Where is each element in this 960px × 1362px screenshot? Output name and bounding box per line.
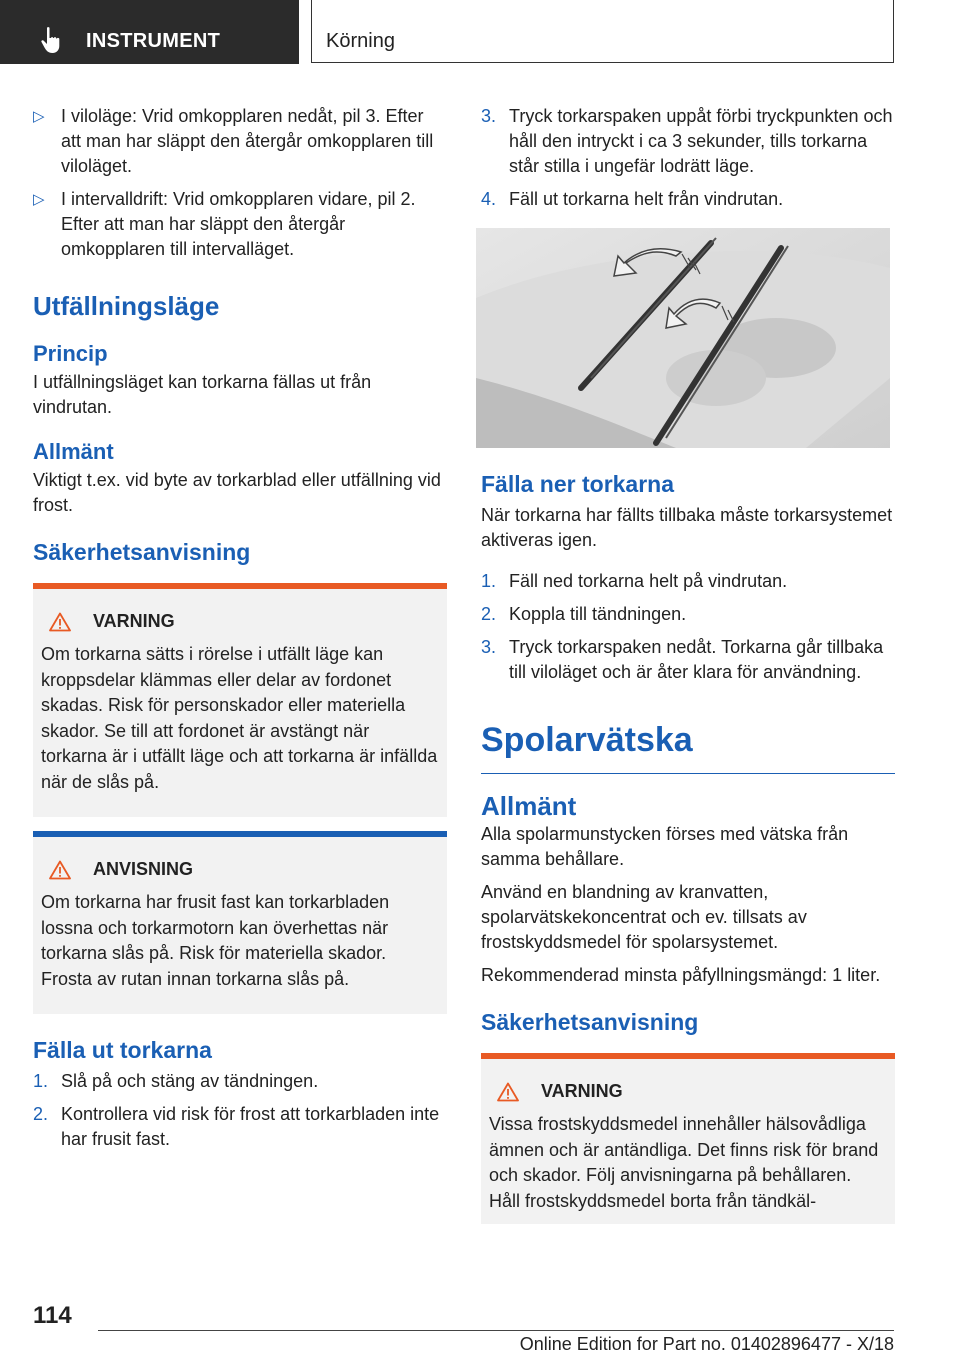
list-item: 3. Tryck torkarspaken nedåt. Torkarna går tillbaka till viloläget och är åter klara för användning.	[481, 637, 884, 682]
triangle-bullet-icon: ▷	[33, 108, 45, 125]
notice-title: ANVISNING	[93, 859, 194, 879]
section-tab[interactable]	[311, 0, 894, 63]
list-item: 2. Kontrollera vid risk för frost att torkarbladen inte har frusit fast.	[33, 1104, 440, 1149]
general-text: Viktigt t.ex. vid byte av torkarblad eller utfällning vid frost.	[33, 470, 441, 515]
bullet-list	[33, 104, 447, 262]
chapter-label: INSTRUMENT	[86, 30, 221, 52]
warning-box	[33, 583, 447, 817]
notice-text: Om torkarna har frusit fast kan torkarbladen lossna och torkarmotorn kan överhettas när torkarna slås på. Risk för materiella skador. Frosta av rutan innan torkarna slås på.	[41, 892, 390, 989]
steps-list	[481, 104, 895, 212]
section-label: Körning	[326, 30, 395, 52]
triangle-bullet-icon: ▷	[33, 191, 45, 208]
list-item: ▷ I intervalldrift: Vrid omkopplaren vidare, pil 2. Efter att man har släppt den återgår omkopplaren till intervalläget.	[33, 189, 416, 259]
list-item: ▷ I viloläge: Vrid omkopplaren nedåt, pil 3. Efter att man har släppt den återgår omkopplaren till viloläget.	[33, 106, 434, 176]
footer-divider	[98, 1330, 894, 1331]
warning-text: Vissa frostskyddsmedel innehåller hälsovådliga ämnen och är antändliga. Det finns risk för brand och skador. Följ anvisningarna på behållaren. Håll frostskyddsmedel borta från tändkäl-	[489, 1114, 879, 1211]
warning-box	[481, 1053, 895, 1224]
list-item: 4. Fäll ut torkarna helt från vindrutan.	[481, 189, 784, 209]
chapter-tab[interactable]	[0, 0, 299, 64]
notice-triangle-icon	[49, 860, 71, 880]
washer-paragraph: Alla spolarmunstycken förses med vätska från samma behållare.	[481, 824, 849, 869]
washer-paragraph: Använd en blandning av kranvatten, spolarvätskekoncentrat och ev. tillsats av frostskyddsmedel för spolarsystemet.	[481, 882, 807, 952]
heading-washer-fluid: Spolarvätska	[481, 719, 895, 774]
heading-fold-down: Fälla ner torkarna	[481, 471, 675, 497]
warning-triangle-icon	[497, 1082, 519, 1102]
warning-title: VARNING	[93, 611, 175, 631]
heading-safety: Säkerhetsanvisning	[481, 1009, 699, 1035]
heading-safety: Säkerhetsanvisning	[33, 539, 251, 565]
left-column	[33, 104, 447, 1160]
right-column	[481, 104, 895, 1224]
pointing-hand-icon	[40, 26, 64, 54]
notice-box	[33, 831, 447, 1014]
heading-general: Allmänt	[481, 791, 577, 821]
list-item: 1. Slå på och stäng av tändningen.	[33, 1071, 319, 1091]
steps-list	[33, 1069, 447, 1152]
fold-down-text: När torkarna har fällts tillbaka måste torkarsystemet aktiveras igen.	[481, 505, 893, 550]
list-item: 3. Tryck torkarspaken uppåt förbi tryckpunkten och håll den intryckt i ca 3 sekunder, tills torkarna står stilla i ungefär lodrätt läge.	[481, 106, 893, 176]
heading-general: Allmänt	[33, 439, 114, 464]
principle-text: I utfällningsläget kan torkarna fällas ut från vindrutan.	[33, 372, 372, 417]
list-item: 1. Fäll ned torkarna helt på vindrutan.	[481, 571, 788, 591]
steps-list	[481, 569, 895, 685]
washer-paragraph: Rekommenderad minsta påfyllningsmängd: 1 liter.	[481, 965, 881, 985]
warning-text: Om torkarna sätts i rörelse i utfällt läge kan kroppsdelar klämmas eller delar av fordonet skadas. Risk för personskador eller materiella skador. Se till att fordonet är avstängt när torkarna är i utfällt läge och att torkarna är infällda när de slås på.	[41, 644, 438, 792]
page-header	[0, 0, 960, 66]
footer-edition: Online Edition for Part no. 01402896477 - X/18	[519, 1334, 894, 1354]
warning-triangle-icon	[49, 612, 71, 632]
warning-title: VARNING	[541, 1081, 623, 1101]
page-number: 114	[33, 1302, 72, 1329]
heading-principle: Princip	[33, 341, 108, 366]
heading-fold-out: Fälla ut torkarna	[33, 1037, 212, 1063]
wiper-illustration	[476, 228, 890, 448]
heading-fold-position: Utfällningsläge	[33, 291, 220, 321]
windshield-wipers-image	[476, 228, 890, 448]
list-item: 2. Koppla till tändningen.	[481, 604, 687, 624]
